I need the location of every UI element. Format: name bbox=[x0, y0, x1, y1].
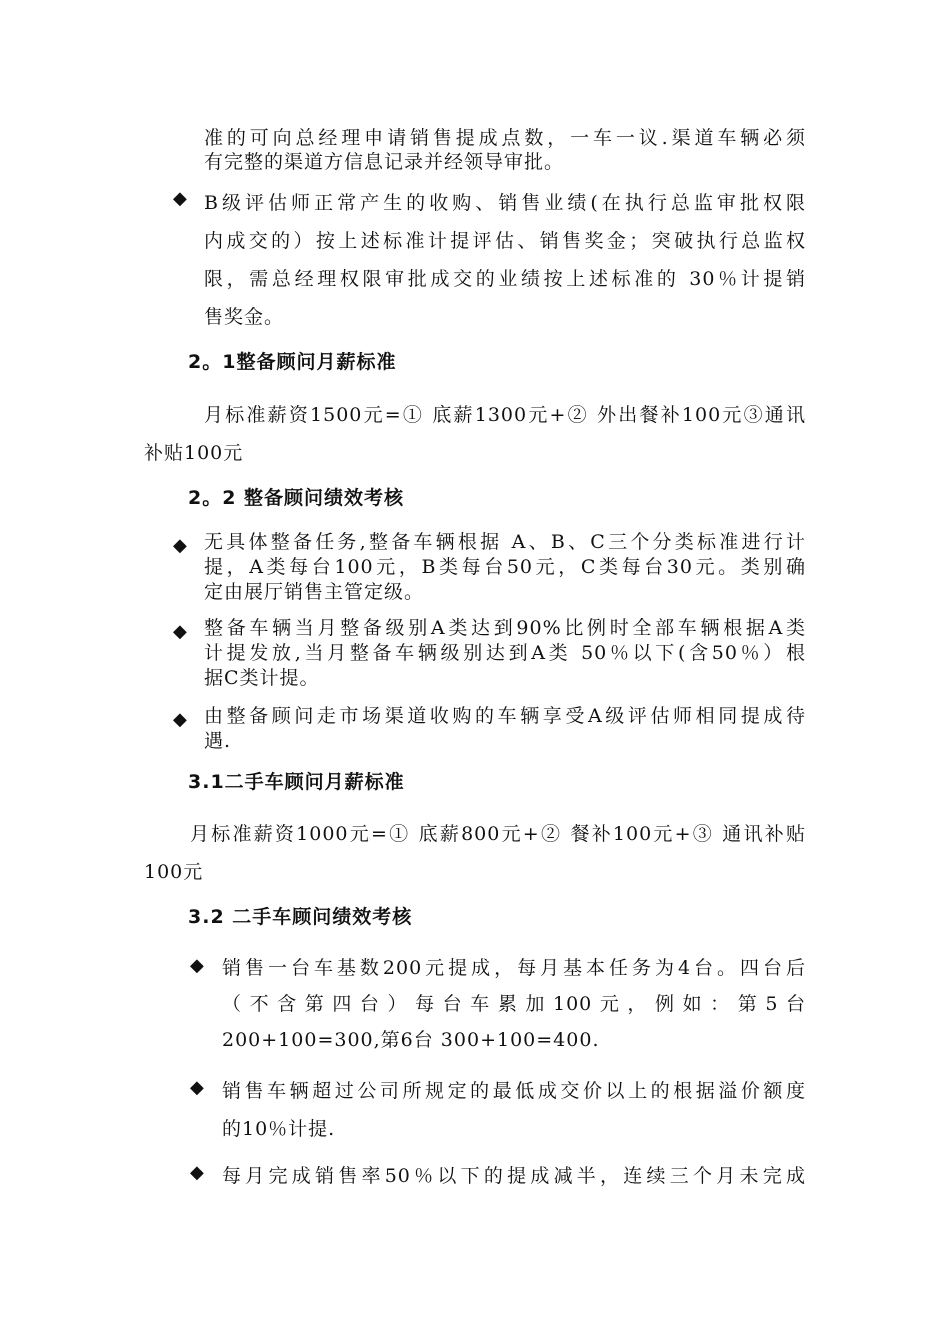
text-line: （不含第四台）每台车累加100元，例如：第5台 bbox=[222, 993, 806, 1015]
text-line: 提，A类每台100元，B类每台50元，C类每台30元。类别确 bbox=[204, 556, 806, 578]
text-line: 限，需总经理权限审批成交的业绩按上述标准的 30％计提销 bbox=[204, 268, 806, 290]
text-line: 月标准薪资1500元=① 底薪1300元+② 外出餐补100元③通讯 bbox=[204, 404, 806, 426]
section-heading-3-2: 3.2 二手车顾问绩效考核 bbox=[188, 906, 413, 928]
text-line: 遇. bbox=[204, 730, 232, 752]
text-line: 补贴100元 bbox=[144, 442, 244, 464]
text-line: 准的可向总经理申请销售提成点数，一车一议.渠道车辆必须 bbox=[204, 127, 806, 149]
section-heading-2-2: 2。2 整备顾问绩效考核 bbox=[188, 487, 405, 509]
text-line: 月标准薪资1000元=① 底薪800元+② 餐补100元+③ 通讯补贴 bbox=[190, 823, 806, 845]
text-line: 整备车辆当月整备级别A类达到90%比例时全部车辆根据A类 bbox=[204, 617, 806, 639]
text-line: 据C类计提。 bbox=[204, 667, 320, 689]
text-line: B级评估师正常产生的收购、销售业绩(在执行总监审批权限 bbox=[204, 192, 806, 214]
text-line: 销售车辆超过公司所规定的最低成交价以上的根据溢价额度 bbox=[222, 1080, 806, 1102]
intro-paragraph bbox=[204, 126, 806, 174]
text-line: 定由展厅销售主管定级。 bbox=[204, 581, 425, 603]
text-line: 的10％计提. bbox=[222, 1118, 336, 1140]
bullet-item-3-2-2 bbox=[222, 1072, 806, 1148]
text-line: 由整备顾问走市场渠道收购的车辆享受A级评估师相同提成待 bbox=[204, 705, 806, 727]
black-diamond-icon: ◆ bbox=[190, 955, 204, 976]
black-diamond-icon: ◆ bbox=[173, 709, 187, 730]
bullet-item-2-2-3 bbox=[204, 704, 806, 754]
bullet-item-3-2-3 bbox=[222, 1157, 806, 1195]
text-line: 售奖金。 bbox=[204, 306, 285, 328]
black-diamond-icon: ◆ bbox=[173, 188, 187, 209]
bullet-item-2-2-1 bbox=[204, 530, 806, 605]
text-line: 200+100=300,第6台 300+100=400. bbox=[222, 1029, 600, 1051]
text-line: 有完整的渠道方信息记录并经领导审批。 bbox=[204, 151, 565, 173]
salary-paragraph-3-1 bbox=[144, 815, 806, 891]
bullet-item-b-level bbox=[204, 184, 806, 336]
salary-paragraph-2-1 bbox=[144, 396, 806, 472]
text-line: 100元 bbox=[144, 861, 204, 883]
text-line: 销售一台车基数200元提成，每月基本任务为4台。四台后 bbox=[222, 957, 806, 979]
section-heading-3-1: 3.1二手车顾问月薪标准 bbox=[188, 771, 405, 793]
text-line: 内成交的）按上述标准计提评估、销售奖金；突破执行总监权 bbox=[204, 230, 806, 252]
text-line: 无具体整备任务,整备车辆根据 A、B、C三个分类标准进行计 bbox=[204, 531, 806, 553]
text-line: 计提发放,当月整备车辆级别达到A类 50％以下(含50％）根 bbox=[204, 642, 806, 664]
text-line: 每月完成销售率50％以下的提成减半，连续三个月未完成 bbox=[222, 1165, 806, 1187]
black-diamond-icon: ◆ bbox=[173, 621, 187, 642]
bullet-item-3-2-1 bbox=[222, 950, 806, 1058]
black-diamond-icon: ◆ bbox=[190, 1077, 204, 1098]
black-diamond-icon: ◆ bbox=[190, 1162, 204, 1183]
black-diamond-icon: ◆ bbox=[173, 535, 187, 556]
section-heading-2-1: 2。1整备顾问月薪标准 bbox=[188, 351, 397, 373]
bullet-item-2-2-2 bbox=[204, 616, 806, 691]
